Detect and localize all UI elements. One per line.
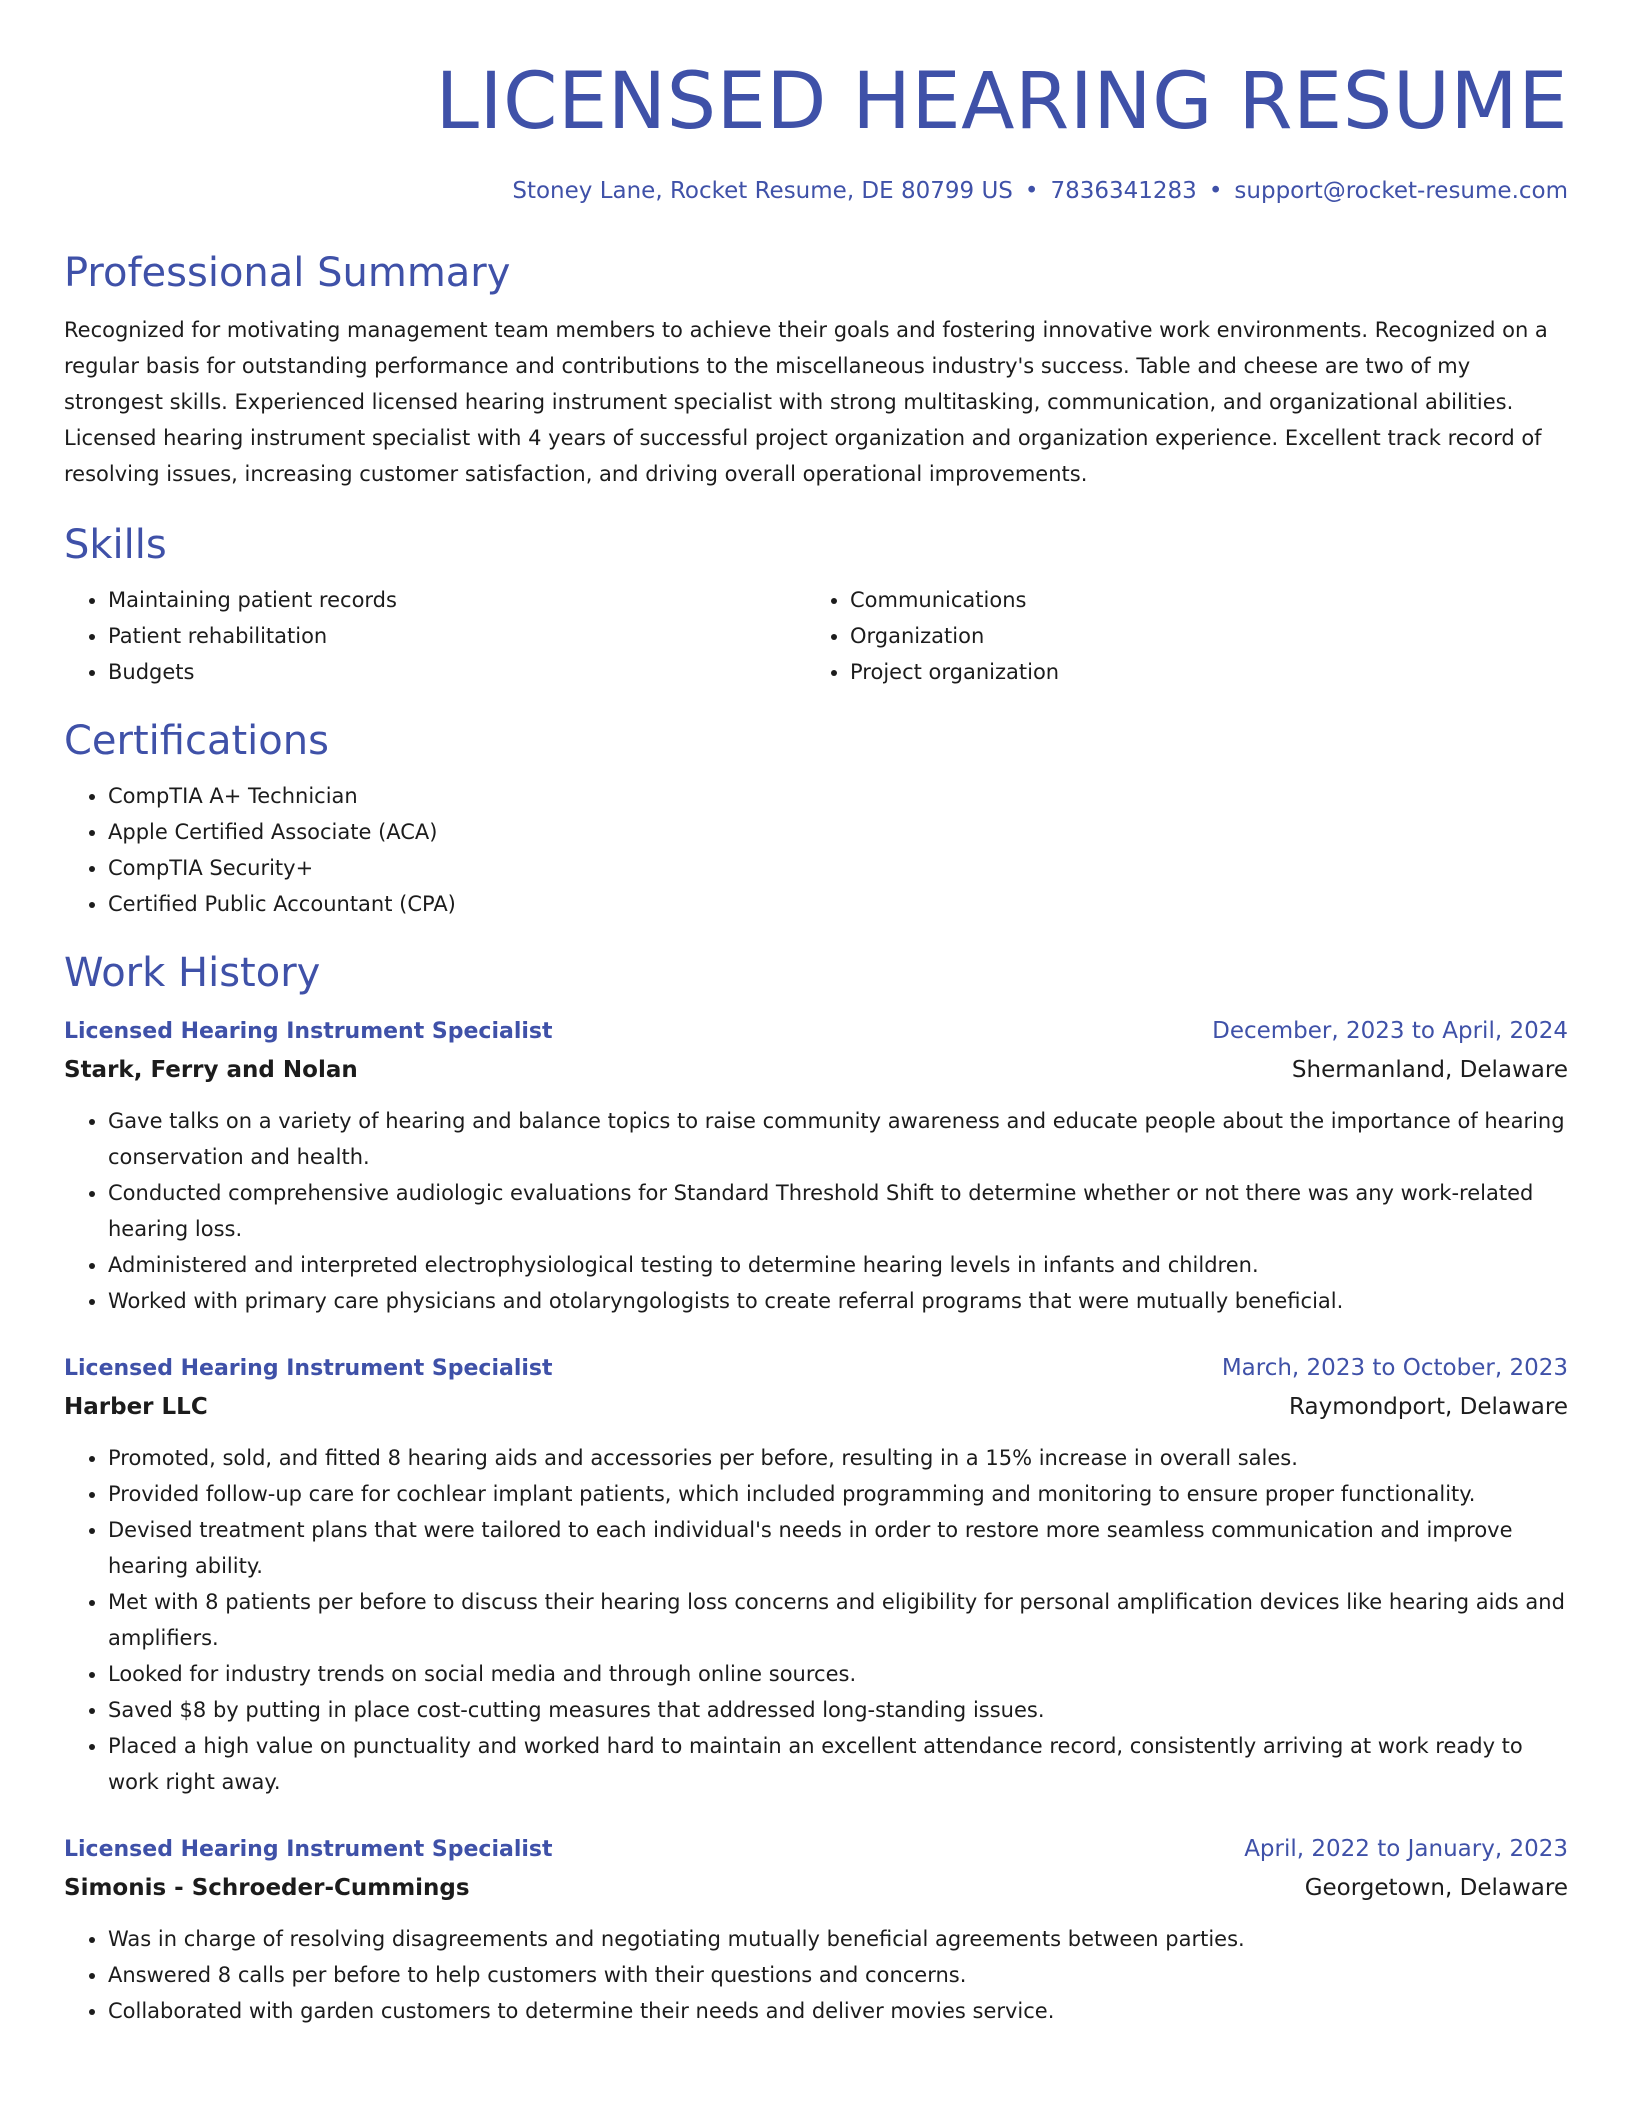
skill-item: • Organization xyxy=(850,618,1548,654)
job-bullet: • Provided follow-up care for cochlear implant patients, which included programming and monitoring to ensure proper functionality. xyxy=(108,1476,1568,1512)
job-entry xyxy=(64,1832,1568,2029)
job-bullet: • Saved $8 by putting in place cost-cutting measures that addressed long-standing issues. xyxy=(108,1692,1568,1728)
job-bullet: • Administered and interpreted electrophysiological testing to determine hearing levels in infants and children. xyxy=(108,1247,1568,1283)
section-title-certifications: Certifications xyxy=(64,718,329,764)
resume-title: LICENSED HEARING RESUME xyxy=(435,57,1568,147)
job-dates: December, 2023 to April, 2024 xyxy=(1212,1018,1568,1044)
skill-item: • Communications xyxy=(850,582,1548,618)
skill-item: • Project organization xyxy=(850,654,1548,690)
job-header-row xyxy=(64,1351,1568,1386)
job-bullet: • Looked for industry trends on social media and through online sources. xyxy=(108,1656,1568,1692)
certification-item: • Apple Certified Associate (ACA) xyxy=(108,814,1568,850)
job-title: Licensed Hearing Instrument Specialist xyxy=(64,1837,553,1862)
skill-item: • Patient rehabilitation xyxy=(108,618,806,654)
job-bullet: • Gave talks on a variety of hearing and balance topics to raise community awareness and educate people about the importance of hearing conservation and health. xyxy=(108,1103,1568,1175)
certification-item: • Certified Public Accountant (CPA) xyxy=(108,886,1568,922)
section-title-work-history: Work History xyxy=(64,950,321,996)
skill-item: • Maintaining patient records xyxy=(108,582,806,618)
skill-item: • Budgets xyxy=(108,654,806,690)
contact-address: Stoney Lane, Rocket Resume, DE 80799 US xyxy=(512,178,1013,204)
skills-columns xyxy=(64,582,1568,690)
job-location: Georgetown, Delaware xyxy=(1304,1875,1568,1901)
job-bullet: • Conducted comprehensive audiologic evaluations for Standard Threshold Shift to determine whether or not there was any work-related hearing loss. xyxy=(108,1175,1568,1247)
job-company-row xyxy=(64,1386,1568,1428)
certification-item: • CompTIA Security+ xyxy=(108,850,1568,886)
skills-list-left xyxy=(64,582,806,690)
job-company-row xyxy=(64,1049,1568,1091)
section-title-skills: Skills xyxy=(64,522,167,568)
job-header-row xyxy=(64,1014,1568,1049)
contact-line xyxy=(64,176,1568,206)
job-company: Harber LLC xyxy=(64,1394,208,1420)
job-bullet: • Worked with primary care physicians and otolaryngologists to create referral programs that were mutually beneficial. xyxy=(108,1283,1568,1319)
contact-phone: 7836341283 xyxy=(1050,178,1197,204)
job-bullet: • Met with 8 patients per before to discuss their hearing loss concerns and eligibility for personal amplification devices like hearing aids and amplifiers. xyxy=(108,1584,1568,1656)
job-title: Licensed Hearing Instrument Specialist xyxy=(64,1356,553,1381)
job-entry xyxy=(64,1014,1568,1319)
job-bullets xyxy=(64,1921,1568,2029)
job-bullet: • Collaborated with garden customers to determine their needs and deliver movies service. xyxy=(108,1993,1568,2029)
job-bullet: • Devised treatment plans that were tailored to each individual's needs in order to restore more seamless communication and improve hearing ability. xyxy=(108,1512,1568,1584)
contact-separator: • xyxy=(1208,178,1223,204)
job-title: Licensed Hearing Instrument Specialist xyxy=(64,1019,553,1044)
job-bullets xyxy=(64,1440,1568,1800)
skills-list-right xyxy=(806,582,1548,690)
job-bullet: • Placed a high value on punctuality and worked hard to maintain an excellent attendance record, consistently arriving at work ready to work right away. xyxy=(108,1728,1568,1800)
job-dates: April, 2022 to January, 2023 xyxy=(1244,1836,1568,1862)
job-entry xyxy=(64,1351,1568,1800)
job-company: Simonis - Schroeder-Cummings xyxy=(64,1875,470,1901)
job-dates: March, 2023 to October, 2023 xyxy=(1221,1355,1568,1381)
contact-separator: • xyxy=(1024,178,1039,204)
job-location: Shermanland, Delaware xyxy=(1291,1057,1568,1083)
job-location: Raymondport, Delaware xyxy=(1289,1394,1568,1420)
section-title-summary: Professional Summary xyxy=(64,250,511,296)
resume-page xyxy=(64,52,1568,2029)
job-header-row xyxy=(64,1832,1568,1867)
job-bullets xyxy=(64,1103,1568,1319)
summary-text: Recognized for motivating management team members to achieve their goals and fostering innovative work environments. Recognized on a regular basis for outstanding performance and contributions to the miscellaneous industry's success. Table and cheese are two of my strongest skills. Experienced licensed hearing instrument specialist with strong multitasking, communication, and organizational abilities. Licensed hearing instrument specialist with 4 years of successful project organization and organization experience. Excellent track record of resolving issues, increasing customer satisfaction, and driving overall operational improvements. xyxy=(64,318,1548,486)
certification-item: • CompTIA A+ Technician xyxy=(108,778,1568,814)
certifications-list xyxy=(64,778,1568,922)
job-bullet: • Promoted, sold, and fitted 8 hearing aids and accessories per before, resulting in a 15% increase in overall sales. xyxy=(108,1440,1568,1476)
job-company-row xyxy=(64,1867,1568,1909)
job-bullet: • Was in charge of resolving disagreements and negotiating mutually beneficial agreements between parties. xyxy=(108,1921,1568,1957)
contact-email: support@rocket-resume.com xyxy=(1234,178,1568,204)
job-company: Stark, Ferry and Nolan xyxy=(64,1057,358,1083)
job-bullet: • Answered 8 calls per before to help customers with their questions and concerns. xyxy=(108,1957,1568,1993)
